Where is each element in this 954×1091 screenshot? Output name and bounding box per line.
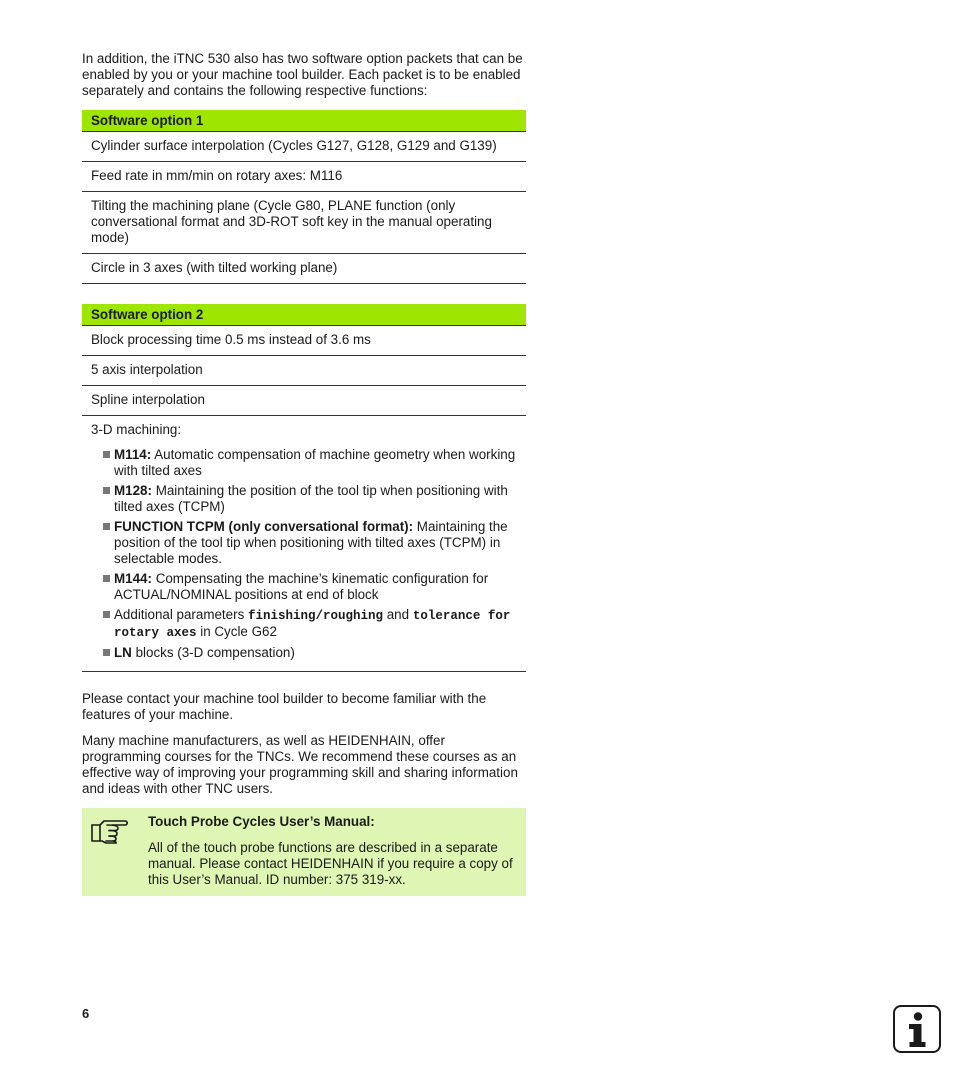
bullet-square-icon [103,611,110,618]
contact-paragraph: Please contact your machine tool builder to become familiar with the features of your machine. [82,691,487,722]
table-row: 5 axis interpolation [82,356,526,386]
bullet-square-icon [103,575,110,582]
bullet-square-icon [103,523,110,530]
machining-bullet-list [91,447,517,661]
list-item: M114: Automatic compensation of machine geometry when working with tilted axes [91,447,517,479]
bullet-square-icon [103,487,110,494]
software-option-2-table [82,304,526,672]
note-body: All of the touch probe functions are described in a separate manual. Please contact HEIDENHAIN if you require a copy of this User’s Manual. ID number: 375 319-xx. [148,840,513,887]
page-number: 6 [82,1006,90,1021]
table-row: Feed rate in mm/min on rotary axes: M116 [82,162,526,192]
software-option-1-table [82,110,526,284]
info-glyph [895,1007,939,1051]
table-row: Cylinder surface interpolation (Cycles G127, G128, G129 and G139) [82,131,526,162]
table-header: Software option 2 [82,304,526,325]
list-item: FUNCTION TCPM (only conversational format): Maintaining the position of the tool tip when positioning with tilted axes (TCPM) in selectable modes. [91,519,517,567]
intro-paragraph: In addition, the iTNC 530 also has two software option packets that can be enabled by you or your machine tool builder. Each packet is to be enabled separately and contains the following respective functions: [82,51,523,98]
bullet-square-icon [103,649,110,656]
list-item: M128: Maintaining the position of the tool tip when positioning with tilted axes (TCPM) [91,483,517,515]
list-item: Additional parameters finishing/roughing and tolerance for rotary axes in Cycle G62 [91,607,517,641]
table-row: Block processing time 0.5 ms instead of 3.6 ms [82,325,526,356]
pointing-hand-icon [90,816,130,844]
list-item: M144: Compensating the machine’s kinematic configuration for ACTUAL/NOMINAL positions at end of block [91,571,517,603]
note-box [82,808,526,896]
note-title: Touch Probe Cycles User’s Manual: [148,814,375,829]
table-row-3d-machining [82,416,526,672]
machining-title: 3-D machining: [91,422,182,437]
table-row: Spline interpolation [82,386,526,416]
table-row: Tilting the machining plane (Cycle G80, PLANE function (only conversational format and 3D-ROT soft key in the manual operating mode) [82,192,526,254]
courses-paragraph: Many machine manufacturers, as well as HEIDENHAIN, offer programming courses for the TNCs. We recommend these courses as an effective way of improving your programming skill and sharing information and ideas with other TNC users. [82,733,518,796]
table-header: Software option 1 [82,110,526,131]
info-icon [893,1005,941,1053]
bullet-square-icon [103,451,110,458]
list-item: LN blocks (3-D compensation) [91,645,517,661]
table-row: Circle in 3 axes (with tilted working plane) [82,254,526,284]
